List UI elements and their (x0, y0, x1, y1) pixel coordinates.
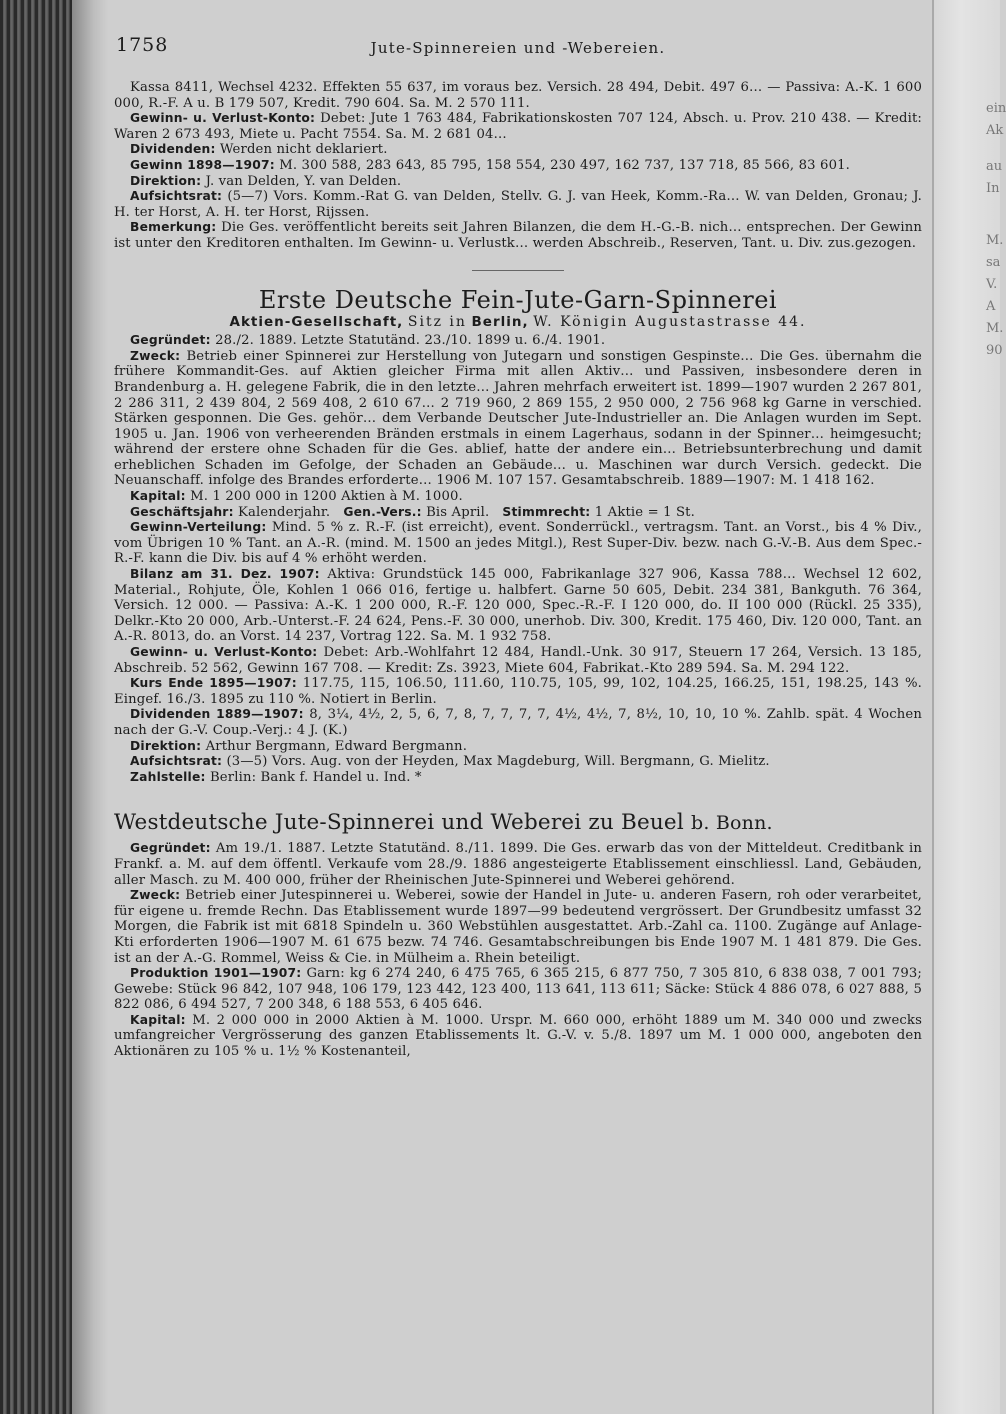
entry-text: Kalenderjahr. (238, 504, 331, 520)
entry-label: Kapital: (130, 489, 186, 504)
margin-fragment: sa (986, 255, 1001, 270)
entry-text: Am 19./1. 1887. Letzte Statutänd. 8./11. 1899. Die Ges. erwarb das von der Mitteldeut. Creditbank in Frankf. a. M. auf dem öffentl. Verkaufe vom 28./9. 1886 angesteigerte Etablissement einschliessl. Land, Gebäuden, aller Masch. zu M. 400 000, früher der Rheinischen Jute-Spinnerei und Weberei gehörend. (114, 841, 923, 888)
profit-distribution-entry (114, 520, 922, 567)
book-binding (0, 0, 72, 1414)
running-title: Jute-Spinnereien und -Webereien. (370, 39, 666, 57)
seat-address: W. Königin Augustastrasse 44. (533, 313, 807, 330)
margin-fragment: V. (986, 277, 998, 292)
entry-label: Zweck: (130, 348, 181, 363)
management-entry (114, 174, 922, 190)
margin-fragment: 90 (986, 343, 1003, 358)
margin-fragment: M. (986, 233, 1004, 248)
founded-entry (114, 333, 922, 349)
company-name: Erste Deutsche Fein-Jute-Garn-Spinnerei (258, 285, 778, 314)
entry-label: Bilanz am 31. Dez. 1907: (130, 567, 320, 582)
supervisory-board-entry (114, 189, 922, 220)
profit-loss-entry (114, 645, 922, 676)
seat-prefix: Sitz in (407, 313, 467, 330)
company-entry-1 (114, 285, 922, 786)
entry-text: Debet: Jute 1 763 484, Fabrikationskosten 707 124, Absch. u. Prov. 210 438. — Kredit: Waren 2 673 493, Miete u. Pacht 7554. Sa. M. 2 681 04… (114, 111, 922, 142)
entry-text: Die Ges. veröffentlicht bereits seit Jahren Bilanzen, die dem H.-G.-B. nich… entsprechen. Der Gewinn ist unter den Kreditoren enthalten. Im Gewinn- u. Verlustk… werden Abschreib., Reserven, Tant. u. Div. zus.gezogen. (114, 220, 922, 251)
page-number: 1758 (116, 34, 169, 56)
balance-continuation: Kassa 8411, Wechsel 4232. Effekten 55 637, im voraus bez. Versich. 28 494, Debit. 497 6… — Passiva: A.-K. 1 600 000, R.-F. A u. B 179 507, Kredit. 790 604. Sa. M. 2 570 111. (114, 80, 922, 111)
entry-text: Berlin: Bank f. Handel u. Ind. * (209, 769, 422, 785)
entry-text: Arthur Bergmann, Edward Bergmann. (205, 738, 468, 754)
entry-label: Direktion: (130, 173, 202, 188)
seat-city: Berlin, (471, 313, 529, 330)
company-entry-2 (114, 809, 922, 1059)
entry-text: M. 300 588, 283 643, 85 795, 158 554, 230 497, 162 737, 137 718, 85 566, 83 601. (279, 157, 850, 173)
purpose-entry (114, 888, 922, 966)
balance-sheet-entry (114, 567, 922, 645)
entry-text: 1 Aktie = 1 St. (594, 504, 695, 520)
binding-shadow (72, 0, 108, 1414)
fiscal-year-entry (114, 505, 922, 521)
entry-text: Mind. 5 % z. R.-F. (ist erreicht), event. Sonderrückl., vertragsm. Tant. an Vorst., bis 4 % Div., vom Übrigen 10 % Tant. an A.-R. (mind. M. 1500 an jedes Mitgl.), Rest Super-Div. bezw. nach G.-V.-B. Aus dem Spec.-R.-F. kann die Div. bis auf 4 % erhöht werden. (114, 520, 922, 567)
margin-fragment: In (986, 181, 1000, 196)
entry-label: Gewinn- u. Verlust-Konto: (130, 645, 318, 659)
entry-label: Kurs Ende 1895—1907: (130, 676, 297, 691)
profit-entry (114, 158, 922, 174)
entry-label: Aufsichtsrat: (130, 189, 223, 204)
entry-label: Stimmrecht: (502, 504, 591, 519)
entry-text: 28./2. 1889. Letzte Statutänd. 23./10. 1899 u. 6./4. 1901. (215, 333, 606, 349)
remark-entry (114, 220, 922, 251)
entry-label: Kapital: (130, 1012, 186, 1027)
company-name-suffix: b. Bonn. (690, 812, 773, 835)
margin-fragment: M. (986, 321, 1004, 336)
entry-label: Gegründet: (130, 841, 211, 856)
dividends-entry (114, 707, 922, 738)
margin-fragment: ein (986, 101, 1006, 116)
entry-text: Garn: kg 6 274 240, 6 475 765, 6 365 215, 6 877 750, 7 305 810, 6 838 038, 7 001 793; Gewebe: Stück 96 842, 107 948, 106 179, 123 442, 123 400, 113 641, 113 611; Säcke: Stück 4 886 078, 6 027 888, 5 822 086, 6 494 527, 7 200 348, 6 188 553, 6 405 646. (114, 966, 923, 1013)
facing-page-edge (932, 0, 1006, 1414)
previous-company-continuation (114, 80, 922, 252)
production-entry (114, 966, 922, 1013)
entry-label: Zweck: (130, 888, 181, 903)
entry-text: J. van Delden, Y. van Delden. (205, 173, 402, 189)
entry-label: Produktion 1901—1907: (130, 966, 302, 981)
company-seat (114, 315, 922, 331)
supervisory-board-entry (114, 754, 922, 770)
page-header (114, 28, 922, 62)
entry-label: Gewinn-Verteilung: (130, 520, 267, 535)
margin-fragment: A (986, 299, 996, 314)
share-price-entry (114, 676, 922, 707)
company-name (114, 809, 922, 837)
entry-text: Betrieb einer Jutespinnerei u. Weberei, sowie der Handel in Jute- u. anderen Fasern, roh oder verarbeitet, für eigene u. fremde Rechn. Das Etablissement wurde 1897—99 bedeutend vergrössert. Der Grundbesitz umfasst 32 Morgen, die Fabrik ist mit 6818 Spindeln u. 360 Webstühlen ausgestattet. Arb.-Zahl ca. 1100. Zugänge auf Anlage-Kti erforderten 1906—1907 M. 61 675 bezw. 74 746. Gesamtabschreibungen bis Ende 1907 M. 1 481 879. Die Ges. ist an der A.-G. Rommel, Weiss & Cie. in Mülheim a. Rhein beteiligt. (114, 888, 923, 966)
management-entry (114, 739, 922, 755)
entry-text: Bis April. (426, 504, 490, 520)
company-form: Aktien-Gesellschaft, (229, 313, 404, 330)
entry-text: M. 1 200 000 in 1200 Aktien à M. 1000. (190, 489, 463, 505)
entry-label: Zahlstelle: (130, 769, 206, 784)
purpose-entry (114, 349, 922, 489)
entry-label: Geschäftsjahr: (130, 504, 234, 519)
entry-text: Betrieb einer Spinnerei zur Herstellung von Jutegarn und sonstigen Gespinste… Die Ges. übernahm die frühere Kommandit-Ges. auf Aktien gleicher Firma mit allen Aktiv… und Passiven, insbesondere deren in Brandenburg a. H. gelegene Fabrik, die in den letzte… Jahren mehrfach erweitert ist. 1899—1907 wurden 2 267 801, 2 286 311, 2 439 804, 2 569 408, 2 610 67… 2 719 960, 2 869 155, 2 950 000, 2 756 968 kg Garne in verschied. Stärken gesponnen. Die Ges. gehör… dem Verbande Deutscher Jute-Industrieller an. Die Anlagen wurden im Sept. 1905 u. Jan. 1906 von verheerenden Bränden erstmals in einem Lagerhaus, sodann in der Spinner… heimgesucht; während der erstere ohne Schaden für die Ges. ablief, hatte der andere ein… Betriebsunterbrechung und damit erheblichen Schaden im Gefolge, der Schaden an Gebäude… u. Maschinen war durch Versich. gedeckt. Die Neuanschaff. infolge des Brandes erforderte… 1906 M. 107 157. Gesamtabschreib. 1889—1907: M. 1 418 162. (114, 348, 922, 489)
founded-entry (114, 841, 922, 888)
margin-fragment: au (986, 159, 1003, 174)
entry-text: M. 2 000 000 in 2000 Aktien à M. 1000. Urspr. M. 660 000, erhöht 1889 um M. 340 000 und zwecks umfangreicher Vergrösserung des ganzen Etablissements lt. G.-V. v. 5./8. 1897 um M. 1 000 000, angeboten den Aktionären zu 105 % u. 1½ % Kostenanteil, (114, 1012, 922, 1060)
margin-fragment: Ak (986, 123, 1004, 138)
entry-label: Dividenden 1889—1907: (130, 707, 304, 722)
entry-text: Debet: Arb.-Wohlfahrt 12 484, Handl.-Unk. 30 917, Steuern 17 264, Versich. 13 185, Abschreib. 52 562, Gewinn 167 708. — Kredit: Zs. 3923, Miete 604, Fabrikat.-Kto 289 594. Sa. M. 294 122. (114, 645, 922, 676)
entry-label: Direktion: (130, 738, 202, 753)
profit-loss-entry (114, 111, 922, 142)
entry-label: Gewinn 1898—1907: (130, 157, 275, 172)
entry-label: Aufsichtsrat: (130, 754, 223, 769)
entry-label: Gewinn- u. Verlust-Konto: (130, 111, 316, 126)
dividends-entry (114, 142, 922, 158)
section-divider (472, 270, 564, 271)
entry-text: 8, 3¼, 4½, 2, 5, 6, 7, 8, 7, 7, 7, 7, 4½, 4½, 7, 8½, 10, 10, 10 %. Zahlb. spät. 4 Wochen nach der G.-V. Coup.-Verj.: 4 J. (K.) (114, 707, 923, 738)
entry-label: Gen.-Vers.: (343, 504, 422, 519)
entry-text: Werden nicht deklariert. (219, 142, 388, 158)
entry-label: Gegründet: (130, 333, 211, 348)
entry-text: Aktiva: Grundstück 145 000, Fabrikanlage 327 906, Kassa 788… Wechsel 12 602, Material., Rohjute, Öle, Kohlen 1 066 016, fertige u. halbfert. Garne 50 605, Debit. 234 381, Bankguth. 76 364, Versich. 12 000. — Passiva: A.-K. 1 200 000, R.-F. 120 000, Spec.-R.-F. I 120 000, do. II 100 000 (Rückl. 25 335), Delkr.-Kto 20 000, Arb.-Unterst.-F. 24 624, Pens.-F. 30 000, unerhob. Div. 300, Kredit. 175 460, Div. 120 000, Tant. an A.-R. 8013, do. an Vorst. 14 237, Vortrag 122. Sa. M. 1 932 758. (114, 567, 922, 645)
entry-label: Bemerkung: (130, 220, 217, 235)
entry-text: 117.75, 115, 106.50, 111.60, 110.75, 105, 99, 102, 104.25, 166.25, 151, 198.25, 143 %. Eingef. 16./3. 1895 zu 110 %. Notiert in Berlin. (114, 676, 923, 707)
entry-label: Dividenden: (130, 142, 216, 157)
entry-text: (5—7) Vors. Komm.-Rat G. van Delden, Stellv. G. J. van Heek, Komm.-Ra… W. van Delden, Gronau; J. H. ter Horst, A. H. ter Horst, Rijssen. (114, 189, 922, 220)
capital-entry (114, 489, 922, 505)
company-name-main: Westdeutsche Jute-Spinnerei und Weberei zu Beuel (114, 810, 684, 836)
entry-text: (3—5) Vors. Aug. von der Heyden, Max Magdeburg, Will. Bergmann, G. Mielitz. (226, 754, 770, 770)
document-page (114, 28, 922, 1408)
paying-agent-entry (114, 770, 922, 786)
capital-entry (114, 1013, 922, 1060)
